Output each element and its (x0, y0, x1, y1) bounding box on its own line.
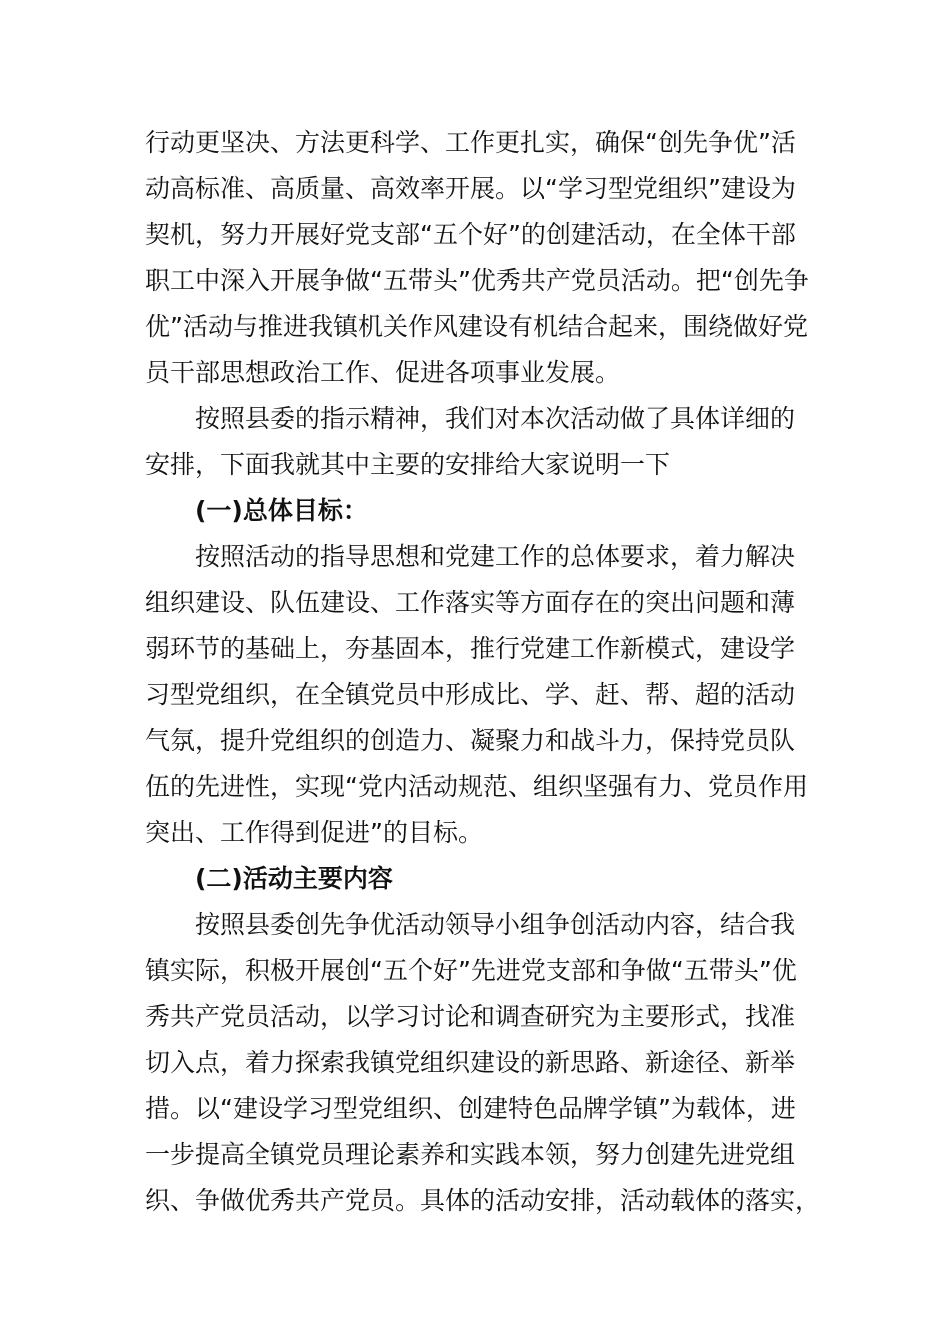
text-line: 习型党组织，在全镇党员中形成比、学、赶、帮、超的活动 (145, 680, 796, 709)
text-line: 动高标准、高质量、高效率开展。以“学习型党组织”建设为 (145, 174, 796, 203)
section-heading-overall-goal: (一)总体目标： (195, 496, 368, 525)
text-line: 伍的先进性，实现“党内活动规范、组织坚强有力、党员作用 (145, 772, 808, 801)
text-line: 契机，努力开展好党支部“五个好”的创建活动，在全体干部 (145, 220, 796, 249)
text-line: 突出、工作得到促进”的目标。 (145, 818, 483, 847)
text-line: 镇实际，积极开展创“五个好”先进党支部和争做“五带头”优 (145, 956, 797, 985)
text-line: 安排，下面我就其中主要的安排给大家说明一下 (145, 450, 671, 479)
text-line: 员干部思想政治工作、促进各项事业发展。 (145, 358, 621, 387)
paragraph-start-line: 按照县委创先争优活动领导小组争创活动内容，结合我 (195, 910, 796, 939)
text-line: 措。以“建设学习型党组织、创建特色品牌学镇”为载体，进 (145, 1094, 796, 1123)
text-line: 一步提高全镇党员理论素养和实践本领，努力创建先进党组 (145, 1140, 796, 1169)
text-line: 切入点，着力探索我镇党组织建设的新思路、新途径、新举 (145, 1048, 796, 1077)
section-heading-main-content: (二)活动主要内容 (195, 864, 393, 893)
text-line: 秀共产党员活动，以学习讨论和调查研究为主要形式，找准 (145, 1002, 796, 1031)
text-line: 弱环节的基础上，夯基固本，推行党建工作新模式，建设学 (145, 634, 796, 663)
text-line: 优”活动与推进我镇机关作风建设有机结合起来，围绕做好党 (145, 312, 808, 341)
text-line: 织、争做优秀共产党员。具体的活动安排，活动载体的落实， (145, 1186, 821, 1215)
text-line: 职工中深入开展争做“五带头”优秀共产党员活动。把“创先争 (145, 266, 809, 295)
document-body (145, 120, 821, 1224)
text-line: 组织建设、队伍建设、工作落实等方面存在的突出问题和薄 (145, 588, 796, 617)
text-line: 气氛，提升党组织的创造力、凝聚力和战斗力，保持党员队 (145, 726, 796, 755)
paragraph-start-line: 按照活动的指导思想和党建工作的总体要求，着力解决 (195, 542, 796, 571)
paragraph-start-line: 按照县委的指示精神，我们对本次活动做了具体详细的 (195, 404, 796, 433)
text-line: 行动更坚决、方法更科学、工作更扎实，确保“创先争优”活 (145, 128, 796, 157)
